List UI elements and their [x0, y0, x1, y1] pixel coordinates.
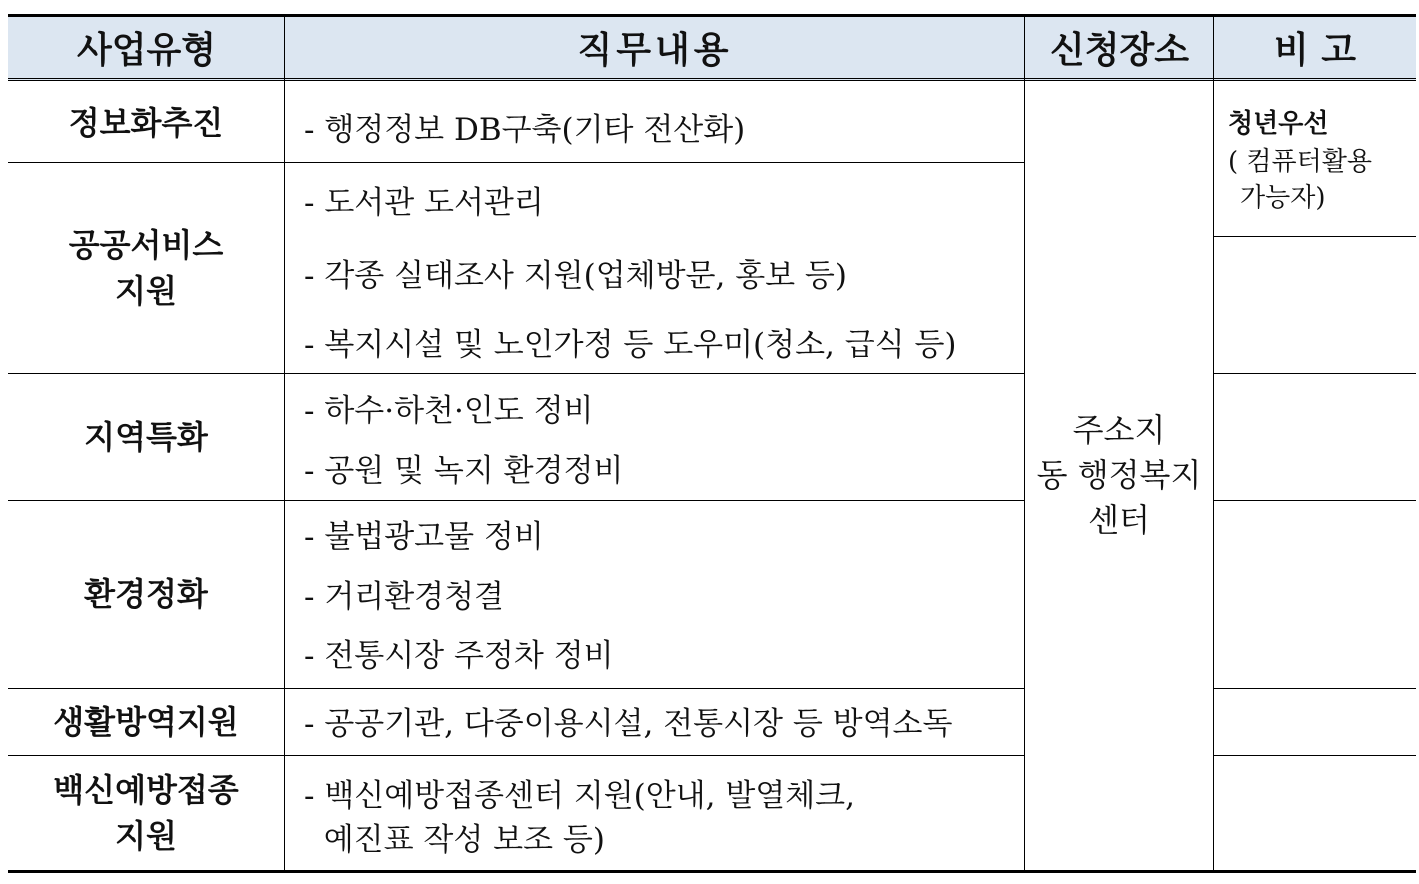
category-cell: 백신예방접종 지원	[53, 770, 239, 855]
note-divider	[1213, 688, 1416, 689]
header-duty: 직무내용	[577, 30, 733, 71]
duty-item: - 공원 및 녹지 환경정비	[304, 453, 624, 489]
note-divider	[1213, 373, 1416, 374]
duty-item: - 전통시장 주정차 정비	[304, 638, 614, 674]
duty-item: - 불법광고물 정비	[304, 519, 544, 555]
duty-item: - 백신예방접종센터 지원(안내, 발열체크,	[304, 778, 855, 814]
category-cell: 생활방역지원	[53, 702, 239, 741]
duty-item: - 하수·하천·인도 정비	[304, 393, 594, 429]
note-divider	[1213, 236, 1416, 237]
duty-item: - 도서관 도서관리	[304, 185, 544, 221]
header-place: 신청장소	[1049, 30, 1190, 71]
header-note: 비 고	[1273, 30, 1357, 71]
application-place: 주소지 동 행정복지 센터	[1036, 411, 1202, 539]
note-divider	[1213, 500, 1416, 501]
duty-item: 예진표 작성 보조 등)	[304, 822, 605, 858]
note-line: 가능자)	[1240, 183, 1326, 213]
duty-item: - 행정정보 DB구축(기타 전산화)	[304, 112, 746, 148]
note-title: 청년우선	[1228, 109, 1329, 139]
duty-item: - 복지시설 및 노인가정 등 도우미(청소, 급식 등)	[304, 327, 957, 363]
job-table	[8, 14, 1416, 872]
duty-item: - 공공기관, 다중이용시설, 전통시장 등 방역소독	[304, 706, 953, 742]
note-divider	[1213, 755, 1416, 756]
duty-item: - 각종 실태조사 지원(업체방문, 홍보 등)	[304, 258, 847, 294]
table-header	[8, 14, 1416, 81]
col-divider	[284, 14, 285, 872]
note-line: ( 컴퓨터활용	[1228, 147, 1372, 177]
category-cell: 지역특화	[84, 417, 208, 456]
category-cell: 공공서비스 지원	[68, 225, 224, 310]
header-type: 사업유형	[76, 30, 217, 71]
table-bottom-border	[8, 870, 1416, 873]
category-cell: 정보화추진	[68, 103, 224, 142]
category-cell: 환경정화	[84, 575, 208, 614]
duty-item: - 거리환경청결	[304, 579, 505, 615]
